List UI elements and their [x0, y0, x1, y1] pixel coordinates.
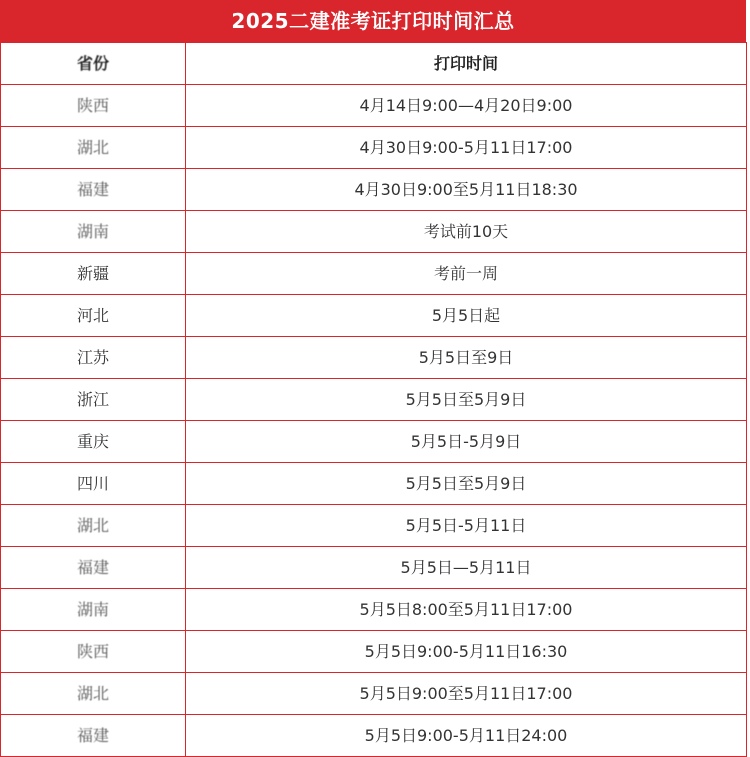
region-cell: 福建: [1, 715, 186, 757]
time-cell: 考前一周: [186, 253, 747, 295]
region-cell: 陕西: [1, 631, 186, 673]
time-cell: 4月30日9:00-5月11日17:00: [186, 127, 747, 169]
table-header-row: [1, 43, 747, 85]
time-cell: 5月5日-5月9日: [186, 421, 747, 463]
table-row: [1, 295, 747, 337]
schedule-table: [0, 42, 747, 757]
table-row: [1, 379, 747, 421]
region-cell: 福建: [1, 547, 186, 589]
time-cell: 5月5日-5月11日: [186, 505, 747, 547]
time-cell: 5月5日9:00至5月11日17:00: [186, 673, 747, 715]
time-cell: 5月5日至5月9日: [186, 463, 747, 505]
time-cell: 4月30日9:00至5月11日18:30: [186, 169, 747, 211]
time-cell: 考试前10天: [186, 211, 747, 253]
time-cell: 5月5日至5月9日: [186, 379, 747, 421]
table-row: [1, 547, 747, 589]
header-time: 打印时间: [186, 43, 747, 85]
region-cell: 河北: [1, 295, 186, 337]
table-row: [1, 421, 747, 463]
table-row: [1, 673, 747, 715]
time-cell: 5月5日8:00至5月11日17:00: [186, 589, 747, 631]
region-cell: 新疆: [1, 253, 186, 295]
table-row: [1, 631, 747, 673]
region-cell: 江苏: [1, 337, 186, 379]
table-title: 2025二建准考证打印时间汇总: [0, 0, 746, 42]
table-row: [1, 589, 747, 631]
table-row: [1, 211, 747, 253]
region-cell: 重庆: [1, 421, 186, 463]
table-row: [1, 127, 747, 169]
table-row: [1, 715, 747, 757]
region-cell: 湖北: [1, 505, 186, 547]
region-cell: 福建: [1, 169, 186, 211]
region-cell: 湖南: [1, 211, 186, 253]
table-row: [1, 253, 747, 295]
time-cell: 5月5日—5月11日: [186, 547, 747, 589]
table-row: [1, 463, 747, 505]
header-region: 省份: [1, 43, 186, 85]
time-cell: 4月14日9:00—4月20日9:00: [186, 85, 747, 127]
time-cell: 5月5日9:00-5月11日16:30: [186, 631, 747, 673]
table-row: [1, 337, 747, 379]
region-cell: 浙江: [1, 379, 186, 421]
region-cell: 陕西: [1, 85, 186, 127]
table-row: [1, 169, 747, 211]
region-cell: 湖北: [1, 127, 186, 169]
time-cell: 5月5日9:00-5月11日24:00: [186, 715, 747, 757]
table-row: [1, 85, 747, 127]
region-cell: 四川: [1, 463, 186, 505]
table-row: [1, 505, 747, 547]
time-cell: 5月5日至9日: [186, 337, 747, 379]
region-cell: 湖北: [1, 673, 186, 715]
time-cell: 5月5日起: [186, 295, 747, 337]
region-cell: 湖南: [1, 589, 186, 631]
